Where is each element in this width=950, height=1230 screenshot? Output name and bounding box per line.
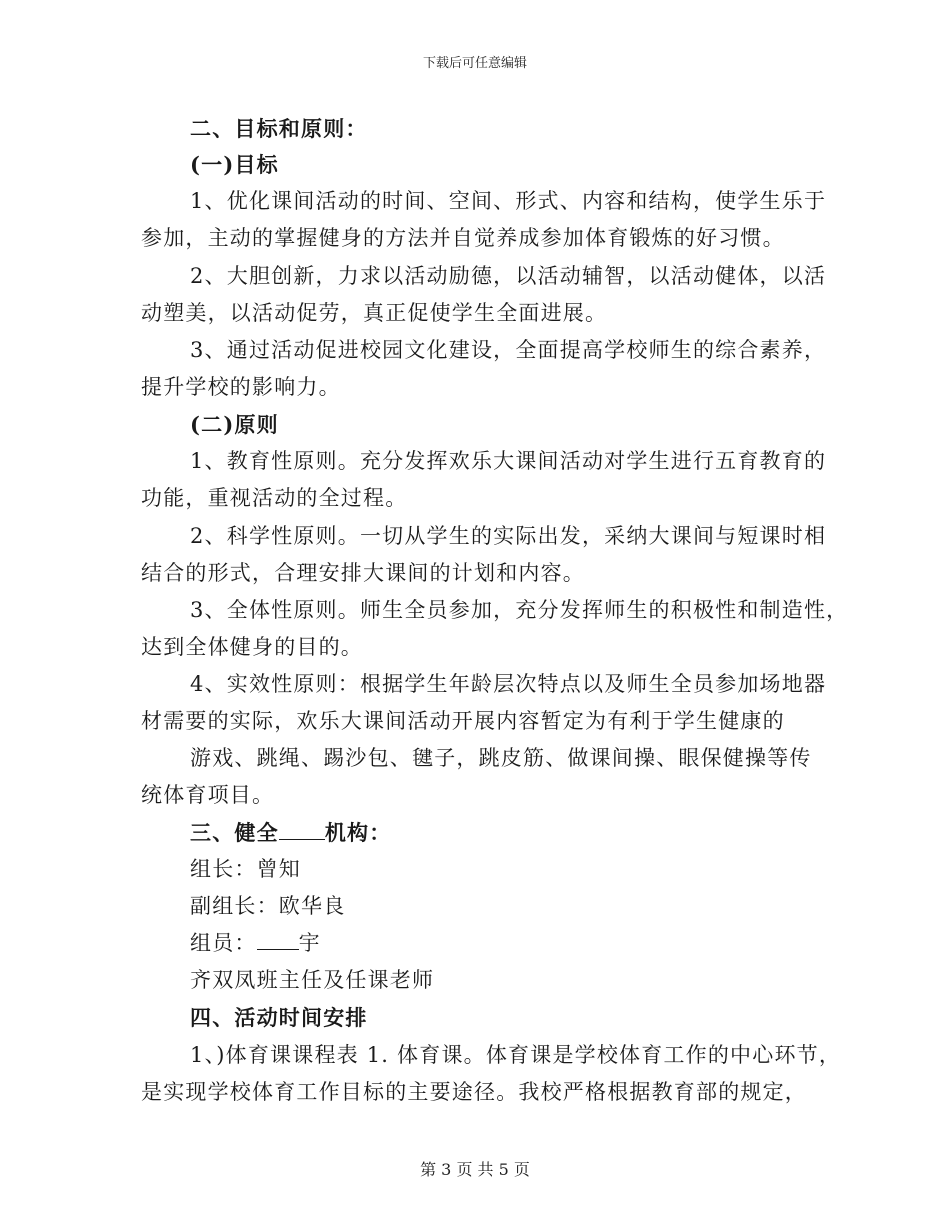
members-blank-line: [257, 949, 299, 950]
goal-item-2-line-1: 2、大胆创新，力求以活动励德，以活动辅智，以活动健体，以活: [190, 264, 827, 288]
goal-item-3-line-1: 3、通过活动促进校园文化建设，全面提高学校师生的综合素养，: [190, 338, 827, 362]
page-footer: 第 3 页 共 5 页: [420, 1160, 530, 1179]
principle-item-2-line-1: 2、科学性原则。一切从学生的实际出发，采纳大课间与短课时相: [190, 524, 827, 548]
goal-item-1-line-2: 参加，主动的掌握健身的方法并自觉养成参加体育锻炼的好习惯。: [141, 226, 785, 250]
goal-item-2-line-2: 动塑美，以活动促劳，真正促使学生全面进展。: [141, 301, 608, 325]
schedule-line-1: 1、)体育课课程表 1. 体育课。体育课是学校体育工作的中心环节，: [190, 1043, 842, 1067]
organization-heading-part-2: 机构：: [324, 820, 392, 845]
principle-item-3-line-2: 达到全体健身的目的。: [141, 635, 363, 659]
principle-item-1-line-1: 1、教育性原则。充分发挥欢乐大课间活动对学生进行五育教育的: [190, 449, 827, 473]
principle-item-3-line-1: 3、全体性原则。师生全员参加，充分发挥师生的积极性和制造性，: [190, 598, 849, 622]
goal-item-1-line-1: 1、优化课间活动的时间、空间、形式、内容和结构，使学生乐于: [190, 189, 827, 213]
section-heading-goals-principles: 二、目标和原则：: [190, 116, 368, 141]
heading-blank-line: [279, 839, 325, 840]
org-leader: 组长：曾知: [190, 857, 301, 881]
principle-item-1-line-2: 功能，重视活动的全过程。: [141, 486, 408, 510]
section-heading-schedule: 四、活动时间安排: [190, 1005, 368, 1030]
principle-item-4-line-3: 游戏、跳绳、踢沙包、毽子，跳皮筋、做课间操、眼保健操等传: [190, 746, 812, 770]
subheading-goals: (一)目标: [190, 152, 279, 177]
principle-item-4-line-2: 材需要的实际，欢乐大课间活动开展内容暂定为有利于学生健康的: [141, 709, 785, 733]
org-deputy-leader: 副组长：欧华良: [190, 894, 346, 918]
subheading-principles: (二)原则: [190, 412, 279, 437]
org-members-label: 组员：: [190, 931, 257, 955]
principle-item-2-line-2: 结合的形式，合理安排大课间的计划和内容。: [141, 561, 585, 585]
principle-item-4-line-1: 4、实效性原则：根据学生年龄层次特点以及师生全员参加场地器: [190, 672, 827, 696]
org-members-name: 宇: [298, 931, 321, 955]
organization-heading-part-1: 三、健全: [190, 820, 279, 845]
org-members-line-2: 齐双凤班主任及任课老师: [190, 968, 435, 992]
page-header: 下载后可任意编辑: [422, 56, 527, 71]
goal-item-3-line-2: 提升学校的影响力。: [141, 375, 341, 399]
principle-item-4-line-4: 统体育项目。: [141, 783, 275, 807]
schedule-line-2: 是实现学校体育工作目标的主要途径。我校严格根据教育部的规定，: [141, 1080, 807, 1104]
org-members: [190, 933, 321, 954]
section-heading-organization: [190, 822, 391, 843]
